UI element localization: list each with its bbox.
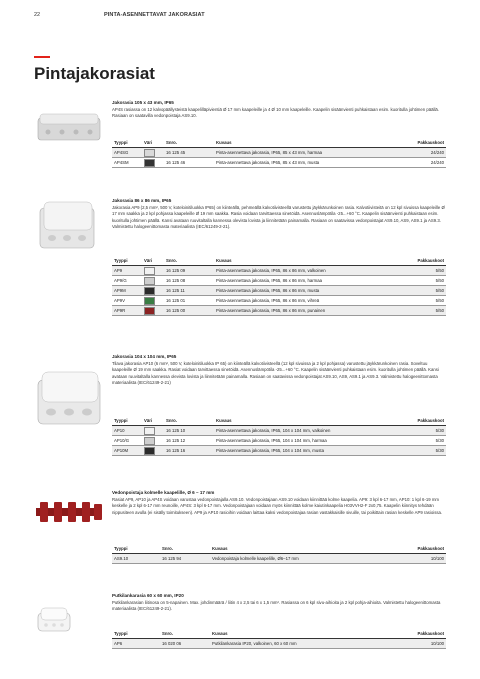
table-row [112,639,446,649]
page-title: Pintajakorasiat [34,64,155,83]
header-title: PINTA-ASENNETTAVAT JAKORASIAT [104,12,205,18]
col-desc: Kuvaus [210,544,398,554]
cell-type: AP10 [112,426,142,436]
table-row [112,266,446,276]
col-color: Väri [142,138,164,148]
col-type: Tyyppi [112,544,160,554]
cell-snro: 16 125 09 [164,266,214,276]
col-type: Tyyppi [112,256,142,266]
color-swatch [144,287,155,295]
page-header [34,12,205,18]
cell-snro: 16 125 11 [164,286,214,296]
cell-type: AP6 [112,639,160,649]
section-title: Jakorasia 86 x 86 mm, IP65 [112,198,172,203]
col-snro: Snro. [160,629,210,639]
cell-pack: 10/100 [398,554,446,564]
col-desc: Kuvaus [214,256,398,266]
col-snro: Snro. [164,256,214,266]
table-row [112,554,446,564]
cell-type: AP9M [112,286,142,296]
col-color: Väri [142,416,164,426]
cell-snro: 16 125 00 [164,306,214,316]
cell-type: AP9/G [112,276,142,286]
cell-type: AS9.10 [112,554,160,564]
color-swatch [144,307,155,315]
section-description: AP4S rasiassa on 12 kalvopäällysteistä kaapelilläpivientiä Ø 17 mm kaapeleille ja 4 Ø 10 mm kaapeleille. Kaapelin sisäänvienti puhkaistaan esim. kuoritulla johtimen päällä. Rasiaan on saatavilla vedonpoistaja AS9.10. [112,107,439,119]
section-description: Putkilankarasian liitinosa on 5-napainen. Max. johdinmäärä / liitin 4 x 2,5 tai 6 x 1,5 mm². Rasiassa on 6 kpl sivu-aihioita ja 2 kpl pohja-aihioita. Valmistettu halogeenittomasta materiaalista (IEC/61249-2-21). [112,600,441,612]
cell-type: AP9R [112,306,142,316]
cell-desc: Pinta-asennettava jakorasia, IP65, 86 x 86 mm, harmaa [214,276,398,286]
color-swatch [144,297,155,305]
cell-pack: 5/30 [398,426,446,436]
col-pack: Pakkauskoot [398,544,446,554]
section-description: Tilava jakorasia AP10 (6 mm², 500 V, koteloinitiluokka IP 65) on kiinteällä kalvotiivisteellä (12 kpl sivuissa ja 2 kpl pohjassa) varustettu jäykkärunkoinen rasia. Soveltuu kaapeleille Ø 19 mm saakka. Rasiat voidaan tarvittaessa sinetöidä. Asennuslämpötila -25...+60 °C. Kaapelin sisäänvienti puhkaistaan esim. kuoritulla johtimen päällä. Kansi avataan ruuvitaltalla kannessa olevista lovista ja liinnitetään painamalla. Rasiaan on saatavissa vedonpoistajat AS9.10, AS9, AS9.1 ja AS9.3. Valmistettu halogeenittomasta materiaalista (IEC/61249-2-21) [112,361,439,385]
cell-desc: Pinta-asennettava jakorasia, IP65, 86 x 86 mm, valkoinen [214,266,398,276]
cell-desc: Pinta-asennettava jakorasia, IP65, 104 x 104 mm, musta [214,446,398,456]
cell-type: AP9V [112,296,142,306]
table-row [112,158,446,168]
cell-color [142,158,164,168]
cell-desc: Pinta-asennettava jakorasia, IP65, 104 x 104 mm, harmaa [214,436,398,446]
cell-desc: Pinta-asennettava jakorasia, IP65, 86 x 86 mm, punainen [214,306,398,316]
product-image-ap6 [34,605,74,640]
cell-type: AP4SM [112,158,142,168]
cell-pack: 5/50 [398,306,446,316]
cell-type: AP9 [112,266,142,276]
cell-pack: 5/50 [398,296,446,306]
cell-snro: 16 125 45 [164,148,214,158]
col-snro: Snro. [164,138,214,148]
cell-color [142,286,164,296]
cell-desc: Pinta-asennettava jakorasia, IP65, 86 x 86 mm, vihreä [214,296,398,306]
cell-pack: 5/50 [398,266,446,276]
cell-desc: Pinta-asennettava jakorasia, IP65, 85 x 43 mm, harmaa [214,148,398,158]
section-description: Jakorasia AP9 (2,5 mm², 500 V, koteloinitiluokka IP65) on kiinteällä, pehmeällä kalvotiivisteellä varustettu jäykkärunkoinen rasia. Kalvotiivisteitä on 12 kpl sivuissa kaapeleille Ø 17 mm saakka ja 2 kpl pohjassa kaapeleille Ø 19 mm saakka. Rasia voidaan tarvittaessa sinetöidä. Asennuslämpötila -25...+60 °C. Kaapelin sisäänvienti puhkaistaan esim. kuoritulla johtimen päällä. Kansi avataan ruuvitaltalla kannessa olevista lovista ja liinnitetään painamalla. Rasiaan on saatavissa vedonpoistajat AS9.10, AS9, AS9.1 ja AS9.3. Valmistettu halogeenittomasta materiaalista (IEC/61249-2-21). [112,205,445,229]
table-row [112,148,446,158]
cell-color [142,306,164,316]
table-row [112,276,446,286]
color-swatch [144,447,155,455]
col-snro: Snro. [164,416,214,426]
section-description: Rasiat AP9, AP10 ja AP4S voidaan varustaa vedonpoistajalla AS9.10. Vedonpoistajaan AS9.10 voidaan kiinnittää kolme kaapelia. AP9: 3 kpl 6-17 mm, AP10: 1 kpl 6-19 mm keskelle ja 2 kpl 6-17 mm reunoille, AP4S: 3 kpl 6-17 mm. Vedonpoistajaan voidaan myös kiinnittää kolme kaiutinkaapelia H03VVH2-F 2x0,75. Kaapelin kiinnitys tehdään nippusiteen avulla (ei sisälly toimitukseen). AP9 ja AP10 rasioihin voidaan laittaa kaksi vedonpoistajaa rasian vastakkaisille sivuille, tai poikittain rasian keskelle AP9 rasioissa. [112,497,443,515]
cell-pack: 24/240 [398,148,446,158]
cell-type: AP10M [112,446,142,456]
col-type: Tyyppi [112,416,142,426]
product-image-ap10 [34,368,104,433]
cell-pack: 24/240 [398,158,446,168]
cell-snro: 16 125 01 [164,296,214,306]
cell-desc: Vedonpoistaja kolmelle kaapelille, Ø6–17 mm [210,554,398,564]
col-pack: Pakkauskoot [398,138,446,148]
table-row [112,296,446,306]
table-row [112,446,446,456]
color-swatch [144,159,155,167]
cell-snro: 16 125 46 [164,158,214,168]
product-table [112,629,446,649]
cell-color [142,266,164,276]
cell-desc: Pinta-asennettava jakorasia, IP65, 104 x 104 mm, valkoinen [214,426,398,436]
cell-snro: 16 125 94 [160,554,210,564]
table-row [112,286,446,296]
cell-desc: Pinta-asennettava jakorasia, IP65, 85 x 43 mm, musta [214,158,398,168]
product-table [112,256,446,316]
cell-snro: 16 125 08 [164,276,214,286]
color-swatch [144,277,155,285]
cell-color [142,148,164,158]
color-swatch [144,149,155,157]
col-pack: Pakkauskoot [398,416,446,426]
col-pack: Pakkauskoot [398,256,446,266]
section-title: Jakorasia 105 x 43 mm, IP65 [112,100,174,105]
accent-bar [34,56,50,58]
col-color: Väri [142,256,164,266]
cell-pack: 5/30 [398,446,446,456]
section-title: Putkilankarasia 60 x 60 mm, IP20 [112,593,184,598]
col-pack: Pakkauskoot [398,629,446,639]
table-row [112,426,446,436]
cell-desc: Pinta-asennettava jakorasia, IP65, 86 x 86 mm, musta [214,286,398,296]
col-snro: Snro. [160,544,210,554]
cell-color [142,426,164,436]
cell-color [142,446,164,456]
color-swatch [144,427,155,435]
table-row [112,306,446,316]
cell-type: AP4SG [112,148,142,158]
cell-snro: 16 020 06 [160,639,210,649]
col-desc: Kuvaus [214,138,398,148]
cell-pack: 5/50 [398,286,446,296]
product-image-ap4s [34,110,104,149]
product-table [112,416,446,456]
col-desc: Kuvaus [214,416,398,426]
cell-pack: 5/30 [398,436,446,446]
cell-color [142,276,164,286]
product-table [112,544,446,564]
col-type: Tyyppi [112,629,160,639]
cell-pack: 5/50 [398,276,446,286]
color-swatch [144,437,155,445]
product-image-as910 [34,498,106,529]
cell-color [142,296,164,306]
section-title: Jakorasia 104 x 104 mm, IP65 [112,354,177,359]
color-swatch [144,267,155,275]
cell-pack: 10/100 [398,639,446,649]
product-table [112,138,446,168]
cell-snro: 16 125 16 [164,446,214,456]
table-row [112,436,446,446]
cell-type: AP10/G [112,436,142,446]
section-title: Vedonpoistaja kolmelle kaapelille, Ø 6 – 17 mm [112,490,215,495]
col-desc: Kuvaus [210,629,398,639]
page-number: 22 [34,12,41,18]
col-type: Tyyppi [112,138,142,148]
cell-snro: 16 125 10 [164,426,214,436]
cell-snro: 16 125 12 [164,436,214,446]
product-image-ap9 [34,198,100,259]
cell-color [142,436,164,446]
cell-desc: Putkilankarasia IP20, valkoinen, 60 x 60 mm [210,639,398,649]
